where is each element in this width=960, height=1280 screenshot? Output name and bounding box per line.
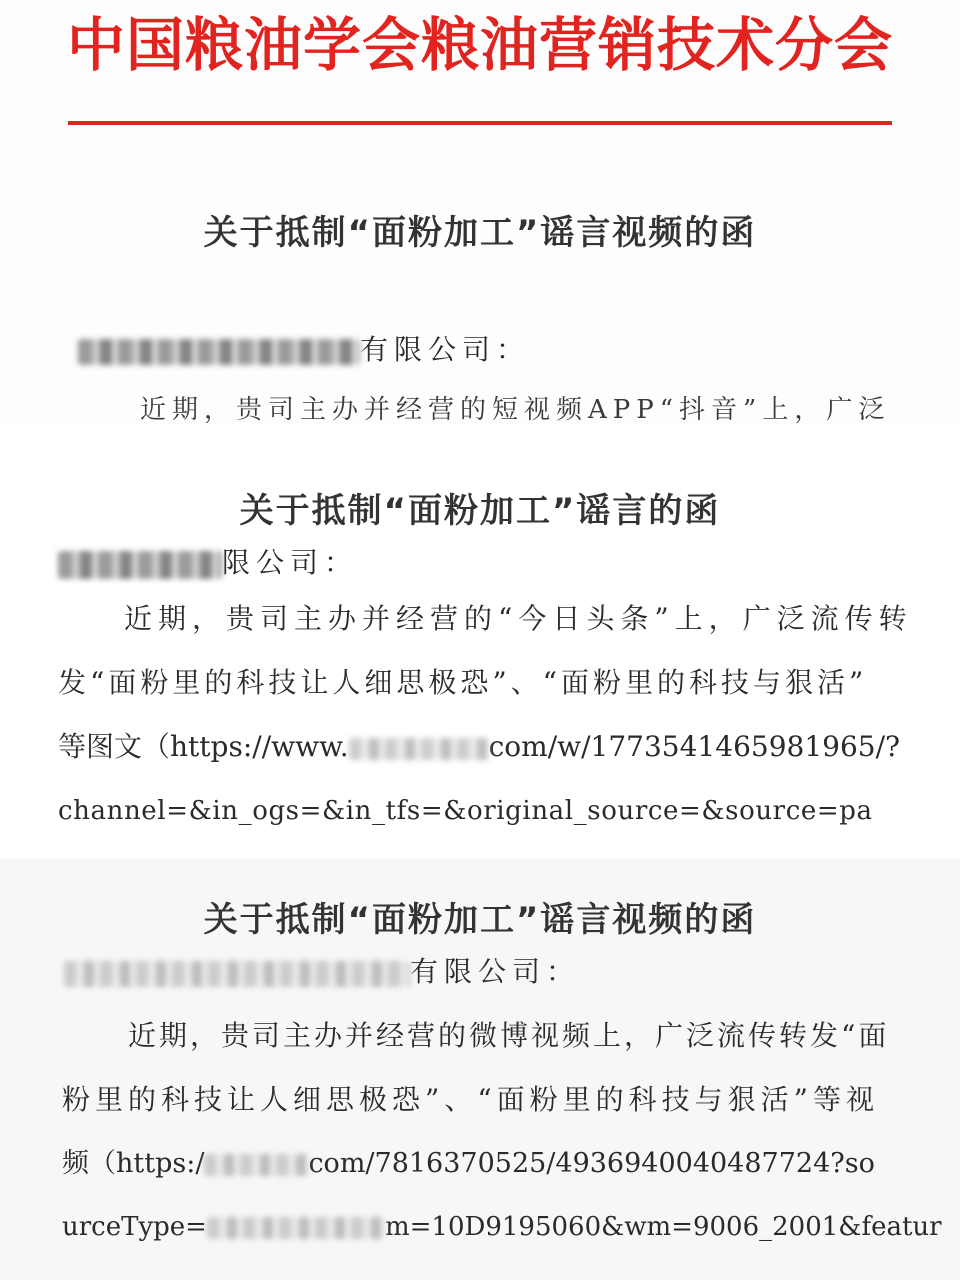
- body-text: m=10D9195060&wm=9006_2001&featur: [384, 1212, 942, 1242]
- letter-title: 关于抵制“面粉加工”谣言视频的函: [203, 900, 757, 940]
- body-line: [58, 730, 901, 763]
- body-line: 近期，贵司主办并经营的“今日头条”上，广泛流传转: [124, 602, 913, 635]
- redacted-company-name: [58, 551, 222, 579]
- body-line: 近期，贵司主办并经营的短视频APP“抖音”上，广泛: [140, 395, 891, 425]
- body-line: [62, 1214, 942, 1240]
- redacted-domain: [349, 738, 489, 760]
- organization-header: 中国粮油学会粮油营销技术分会: [66, 11, 893, 79]
- body-line: channel=&in_ogs=&in_tfs=&original_source=&source=pa: [58, 796, 873, 826]
- red-divider: [68, 121, 892, 125]
- letter-toutiao: [0, 425, 960, 858]
- redacted-company-name: [64, 961, 410, 987]
- recipient-suffix: 有限公司：: [360, 333, 531, 366]
- recipient-line: [58, 546, 359, 579]
- body-text: 等图文（https://www.: [58, 730, 349, 763]
- letter-douyin: [0, 0, 960, 425]
- recipient-suffix: 有限公司：: [410, 955, 581, 988]
- body-text: 频（https:/: [62, 1148, 205, 1179]
- body-text: urceType=: [62, 1212, 207, 1242]
- body-text: com/7816370525/4936940040487724?so: [308, 1148, 875, 1179]
- recipient-line: [64, 955, 581, 988]
- letter-title: 关于抵制“面粉加工”谣言视频的函: [203, 213, 757, 253]
- body-line: 近期，贵司主办并经营的微博视频上，广泛流传转发“面: [128, 1019, 890, 1052]
- body-line: [62, 1150, 875, 1177]
- recipient-suffix: 限公司：: [222, 546, 359, 579]
- redacted-company-name: [78, 339, 360, 365]
- body-line: 发“面粉里的科技让人细思极恐”、“面粉里的科技与狠活”: [58, 666, 868, 699]
- letter-title: 关于抵制“面粉加工”谣言的函: [239, 491, 721, 531]
- redacted-domain: [204, 1154, 308, 1176]
- body-text: com/w/1773541465981965/?: [488, 730, 901, 763]
- recipient-line: [78, 333, 531, 366]
- redacted-parameter: [207, 1217, 385, 1239]
- letter-weibo: [0, 858, 960, 1280]
- body-line: 粉里的科技让人细思极恐”、“面粉里的科技与狠活”等视: [62, 1083, 879, 1116]
